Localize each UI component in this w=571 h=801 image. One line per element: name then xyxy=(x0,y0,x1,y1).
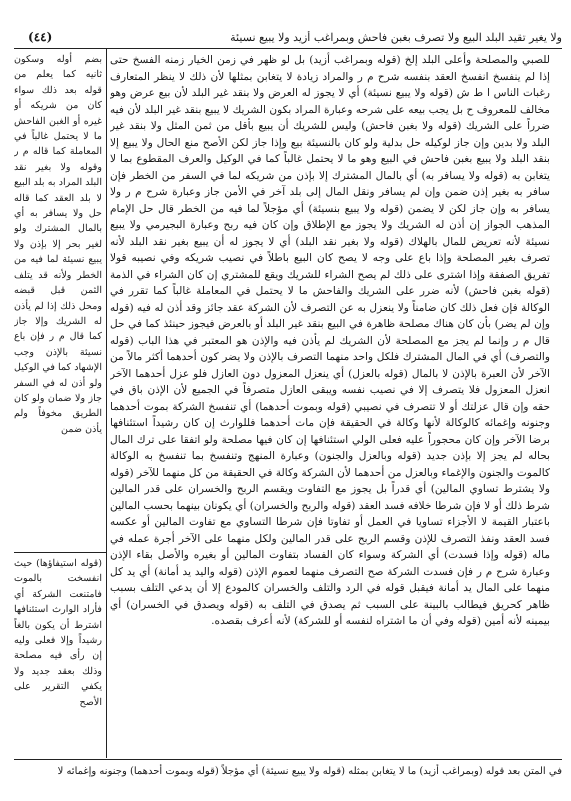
footnote-text xyxy=(22,764,562,796)
running-title: ولا يغير تقيد البلد البيع ولا تصرف بغبن فاحش وبمراغب أزيد ولا يبيع نسيئة xyxy=(230,30,562,44)
margin-gloss-text xyxy=(14,52,102,552)
footnote-paragraph: في المتن بعد قوله (وبمراغب أزيد) ما لا يتغابن بمثله (قوله ولا يبيع نسيئة) أي مؤجلاً (قوله وبموت أحدهما) وجنونه وإغمائه لا xyxy=(57,766,562,777)
margin-paragraph-lower: (قوله استيفاؤها) حيث انفسخت بالموت فامتنعت الشركة أي فأراد الوارث استئنافها اشترط أن يكون بالغاً رشيداً وإلا فعلى وليه إن رأى فيه مصلحة وذلك بعقد جديد ولا يكفي التقرير على الأصح xyxy=(14,558,102,708)
footnote-rule xyxy=(14,759,562,760)
main-paragraph: للصبي والمصلحة وأعلى البلد إلخ (قوله وبمراغب أزيد) بل لو ظهر في زمن الخيار زمنه الفسخ حتى إذا لم ينفسخ انفسخ العقد بنفسه شرح م ر والمراد زيادة لا يتغابن بمثلها لأن ذلك لا ينظر المتعارف رغبات الناس ا ط ش (قوله ولا يبيع نسيئة) أي لا يجوز له العرض ولا بنقد غير البلد لأن بيع عرض وهو مخالف للمعروف ح بل يجب بيعه على شرحه وعبارة المراد بكون الشريك لا يبيع بنقد غير البلد لأن فيه ضرراً على الشريك (قوله ولا بغبن فاحش) وليس للشريك أن يبيع بأقل من ثمن المثل ولا بنقد غير البلد ولا بدين وإن جاز لوكيله حل بدلية ولو كان بالنسيئة بيع وإذا جاز لكن الأصح منع الحال ولا يبيع إلا بنقد البلد ولا يبيع بغبن فاحش في البيع وهو ما لا يحتمل غالباً كما في الوكيل والعرف المقطوع بما لا يتغابن به (قوله ولا يسافر به) أي بالمال المشترك إلا بإذن من شريكه لما في السفر من الخطر فإن سافر به بغير إذن ضمن وإن لم يسافر ونقل المال إلى بلد آخر في الأمن جاز وعبارة شرح م ر ولا يسافر به وإن جاز لكن لا يضمن (قوله ولا يبيع بنسيئة) أي مؤجلاً لما فيه من الخطر قال حل الإمام المذهب الجواز إن أذن له الشريك ولا يجوز مع الإطلاق وإن كان فيه ربح وعبارة البجيرمي ولا يبيع نسيئة لأنه تعريض للمال بالهلاك (قوله ولا بغير نقد البلد) أي لا يجوز له أن يبيع بغير نقد البلد لأنه تصرف بغير المصلحة وإذا باع على وجه لا يصح كان البيع باطلاً في نصيب شريكه وفي نصيبه قولا تفريق الصفقة وإذا اشترى على ذلك لم يصح الشراء للشريك ويقع للمشتري إن كان الشراء في الذمة (قوله بغبن فاحش) لأنه ضرر على الشريك والفاحش ما لا يحتمل في المعاملة غالباً كما تقرر في الوكالة فإن فعل ذلك كان ضامناً ولا ينعزل به عن التصرف لأن الشركة عقد جائز وقد أذن له فيه (قوله وإن لم يضر) بأن كان هناك مصلحة ظاهرة في البيع بنقد غير البلد أو بالعرض فيجوز حينئذ كما في حل قال م ر وإنما لم يجز مع المصلحة لأن الشريك لم يأذن فيه والإذن هو المعتبر في هذا الباب (قوله والتصرف) أي في المال المشترك فلكل واحد منهما التصرف بالإذن ولا يضر كون أحدهما أكثر مالاً من الآخر لأن العبرة بالإذن لا بالمال (قوله بالعزل) أي ينعزل المعزول دون العازل فلو عزل أحدهما الآخر انعزل المعزول فلا يتصرف إلا في نصيب نفسه ويبقى العازل متصرفاً في الجميع لأن الإذن باق في حقه وإن قال عزلتك أو لا تتصرف في نصيبي (قوله وبموت أحدهما) أي تنفسخ الشركة بموت أحدهما وجنونه وإغمائه كالوكالة لأنها وكالة في الحقيقة فإن مات أحدهما فللوارث إن كان رشيداً استئنافها برضا الآخر وإن كان محجوراً عليه فعلى الولي استئنافها إن كان فيها مصلحة ولو اتفقا على ترك المال بحاله لم يجز إلا بإذن جديد (قوله وبالعزل والجنون) وعبارة المنهج وتنفسخ بما تنفسخ به الوكالة كالموت والجنون والإغماء وبالعزل من أحدهما لأن الشركة وكالة في الحقيقة من كل منهما للآخر (قوله ولا يشترط تساوي المالين) أي قدراً بل يجوز مع التفاوت ويقسم الربح والخسران على قدر المالين شرط ذلك أو لا فإن شرطا خلافه فسد العقد (قوله والربح والخسران) أي يكونان بينهما بحسب المالين باعتبار القيمة لا الأجزاء تساويا في العمل أو تفاوتا فإن شرطا التساوي مع تفاوت المالين أو عكسه فسد العقد ونفذ التصرف للإذن وقسم الربح على قدر المالين ولكل منهما على الآخر أجرة عمله في ماله (قوله وإذا فسدت) أي الشركة وسواء كان الفساد بتفاوت المالين أو بغيره والأصل بقاء الإذن وعبارة شرح م ر فإن فسدت الشركة صح التصرف منهما لعموم الإذن (قوله واليد يد أمانة) أي يد كل منهما على المال يد أمانة فيقبل قوله في الرد والتلف والخسران كالمودع إلا أن يدعي التلف بسبب ظاهر كحريق فيطالب بالبينة على السبب ثم يصدق في التلف به (قوله ويصدق في الخسران) أي بيمينه لأنه أمين (قوله وفي أن ما اشتراه لنفسه أو للشركة) لأنه أعرف بقصده. xyxy=(110,54,550,627)
page-header xyxy=(22,28,562,46)
header-rule xyxy=(14,48,562,49)
main-commentary-text xyxy=(110,52,550,757)
column-divider xyxy=(106,48,107,758)
page-number: (٤٤) xyxy=(28,30,53,44)
margin-divider xyxy=(14,552,106,553)
margin-gloss-text-lower xyxy=(14,556,102,756)
margin-paragraph: بضم أوله وسكون ثانيه كما يعلم من قوله بعد ذلك سواء كان من شريكه أو غيره أو الغبن الفاحش ما لا يحتمل غالباً في المعاملة كما قاله م ر وقوله ولا بغير نقد البلد المراد به بلد البيع لا بلد العقد كما قاله حل ولا يسافر به أي بالمال المشترك ولو لغير بحر إلا بإذن ولا يبيع نسيئة لما فيه من الخطر ولأنه قد يتلف الثمن قبل قبضه ومحل ذلك إذا لم يأذن له الشريك وإلا جاز كما قال م ر فإن باع نسيئة بالإذن وجب الإشهاد كما في الوكيل ولو أذن له في السفر جاز ولا ضمان ولو كان الطريق مخوفاً ولم يأذن ضمن xyxy=(14,54,102,435)
